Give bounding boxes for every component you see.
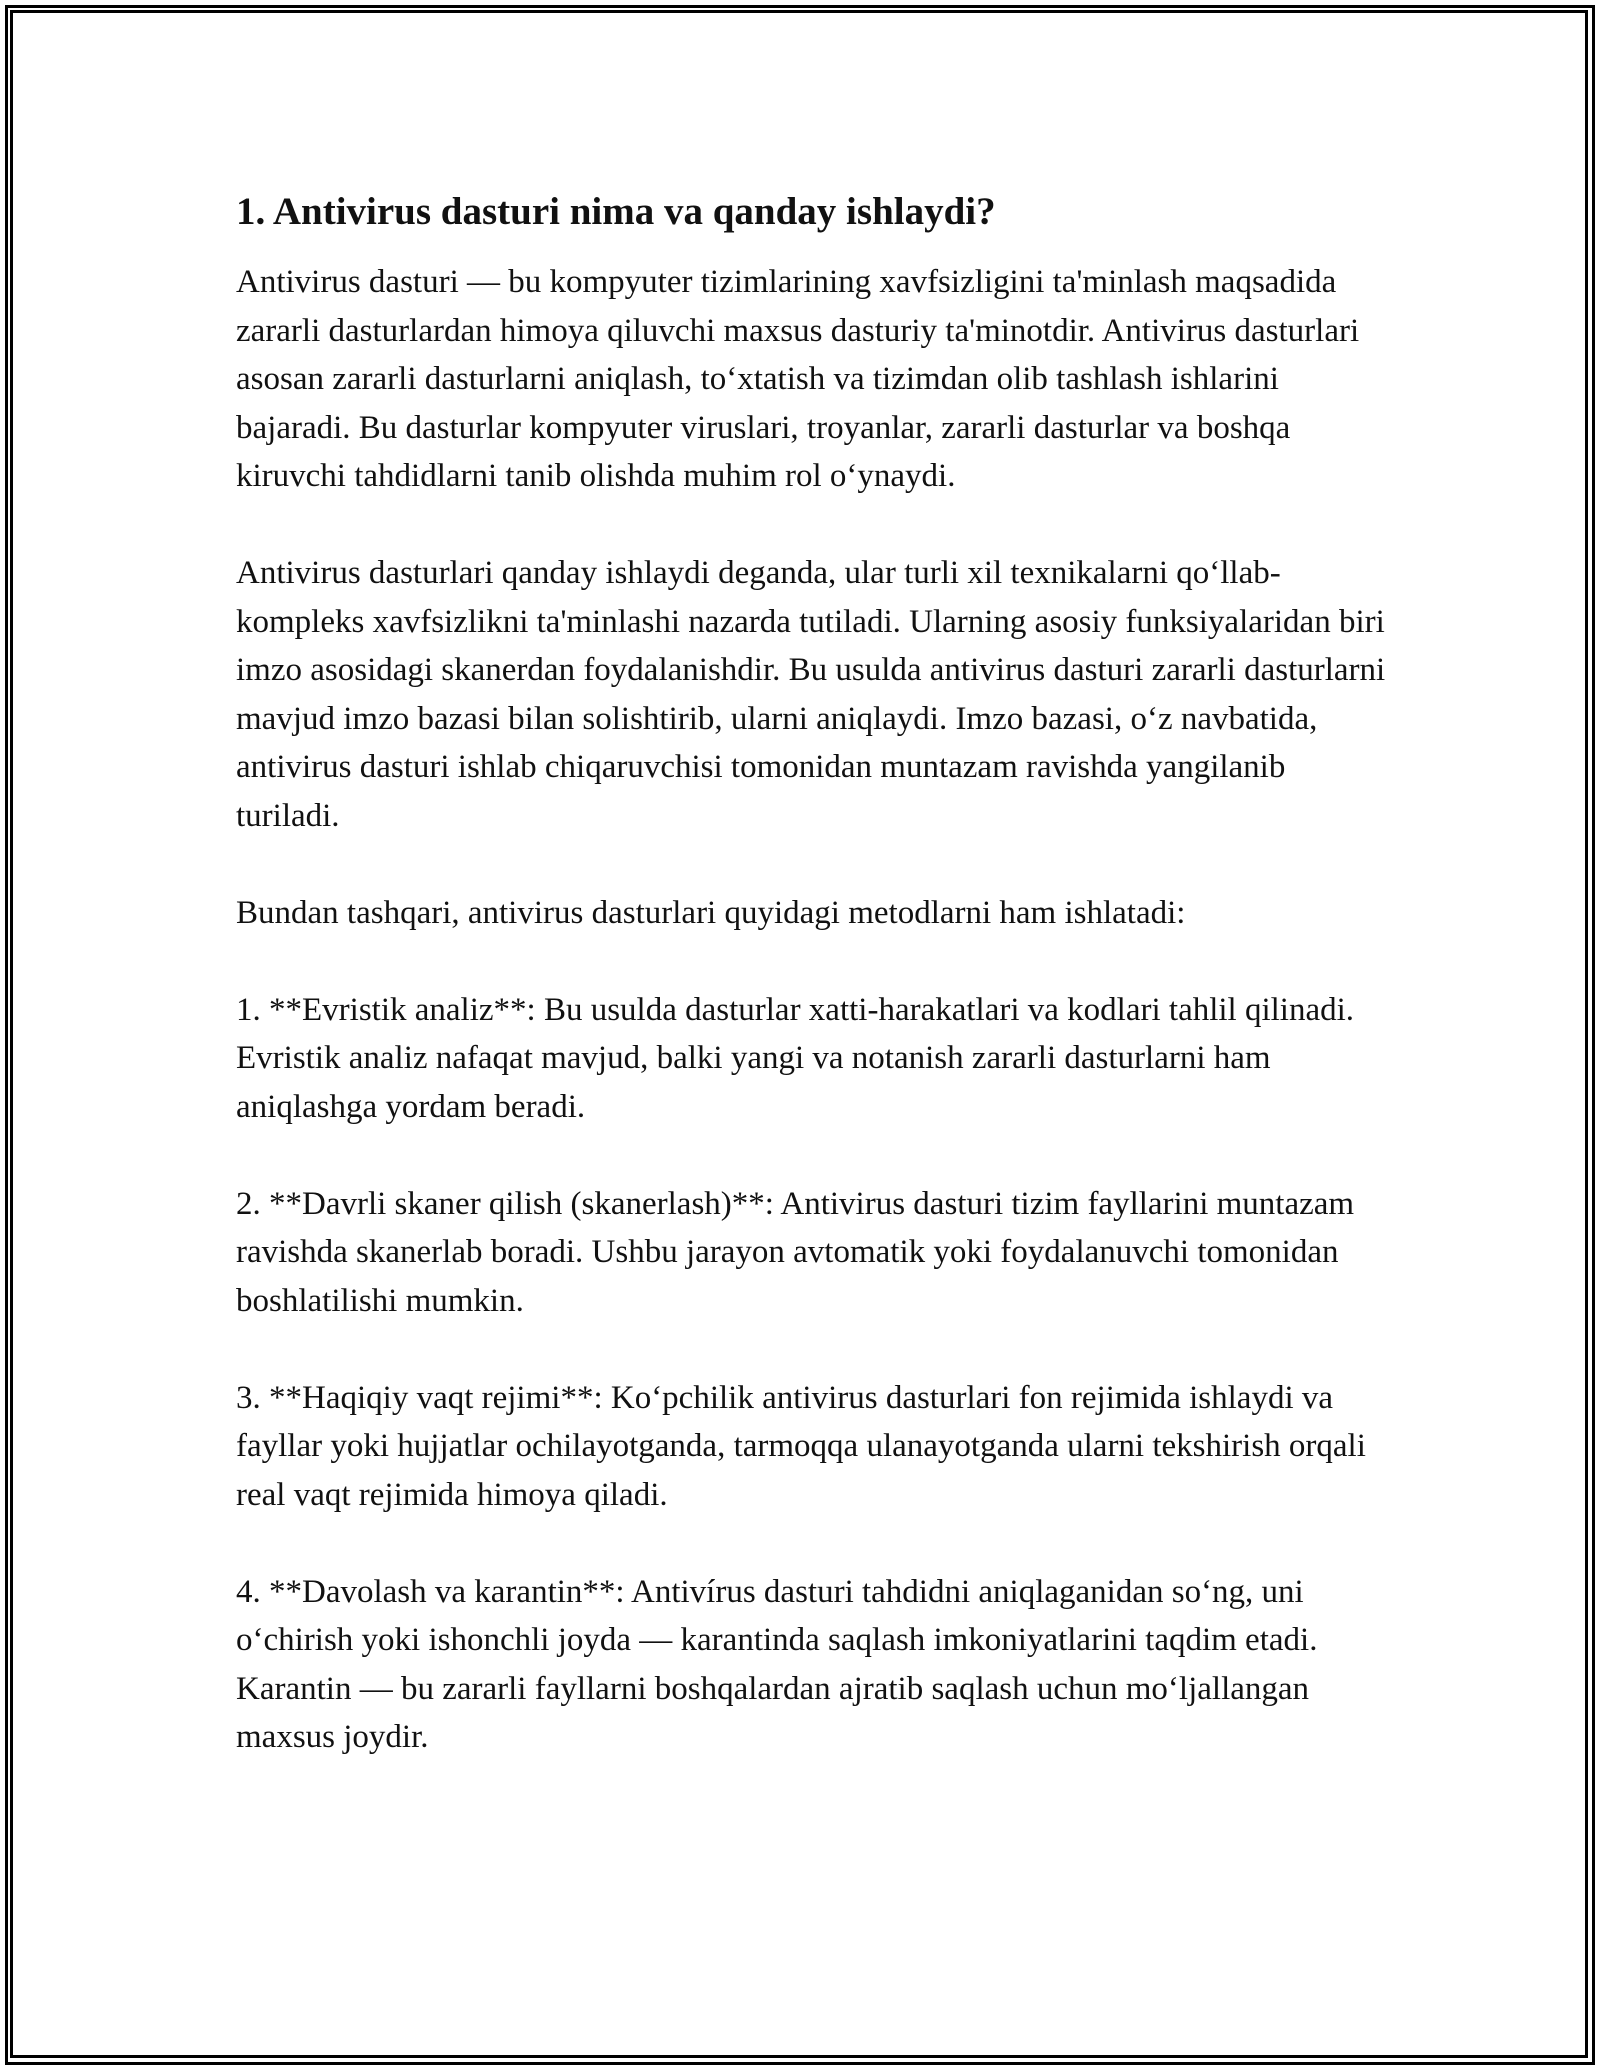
paragraph-how-it-works: Antivirus dasturlari qanday ishlaydi deganda, ular turli xil texnikalarni qo‘llab-kompleks xavfsizlikni ta'minlashi nazarda tutiladi. Ularning asosiy funksiyalaridan biri imzo asosidagi skanerdan foydalanishdir. Bu usulda antivirus dasturi zararli dasturlarni mavjud imzo bazasi bilan solishtirib, ularni aniqlaydi. Imzo bazasi, o‘z navbatida, antivirus dasturi ishlab chiqaruvchisi tomonidan muntazam ravishda yangilanib turiladi. bbox=[236, 555, 1386, 834]
document-body bbox=[236, 186, 1386, 1810]
paragraph-intro: Antivirus dasturi — bu kompyuter tizimlarining xavfsizligini ta'minlash maqsadida zararli dasturlardan himoya qiluvchi maxsus dasturiy ta'minotdir. Antivirus dasturlari asosan zararli dasturlarni aniqlash, to‘xtatish va tizimdan olib tashlash ishlarini bajaradi. Bu dasturlar kompyuter viruslari, troyanlar, zararli dasturlar va boshqa kiruvchi tahdidlarni tanib olishda muhim rol o‘ynaydi. bbox=[236, 264, 1360, 494]
list-item-heuristic-analysis: 1. **Evristik analiz**: Bu usulda dasturlar xatti-harakatlari va kodlari tahlil qilinadi. Evristik analiz nafaqat mavjud, balki yangi va notanish zararli dasturlarni ham aniqlashga yordam beradi. bbox=[236, 991, 1355, 1125]
list-item-treatment-quarantine: 4. **Davolash va karantin**: Antivírus dasturi tahdidni aniqlaganidan so‘ng, uni o‘chirish yoki ishonchli joyda — karantinda saqlash imkoniyatlarini taqdim etadi. Karantin — bu zararli fayllarni boshqalardan ajratib saqlash uchun mo‘ljallangan maxsus joydir. bbox=[236, 1573, 1318, 1755]
list-item-real-time-mode: 3. **Haqiqiy vaqt rejimi**: Ko‘pchilik antivirus dasturlari fon rejimida ishlaydi va fayllar yoki hujjatlar ochilayotganda, tarmoqqa ulanayotganda ularni tekshirish orqali real vaqt rejimida himoya qiladi. bbox=[236, 1379, 1366, 1513]
paragraph-methods-intro: Bundan tashqari, antivirus dasturlari quyidagi metodlarni ham ishlatadi: bbox=[236, 894, 1186, 931]
list-item-periodic-scanning: 2. **Davrli skaner qilish (skanerlash)**: Antivirus dasturi tizim fayllarini muntazam ravishda skanerlab boradi. Ushbu jarayon avtomatik yoki foydalanuvchi tomonidan boshlatilishi mumkin. bbox=[236, 1185, 1355, 1319]
document-title: 1. Antivirus dasturi nima va qanday ishlaydi? bbox=[236, 190, 996, 233]
